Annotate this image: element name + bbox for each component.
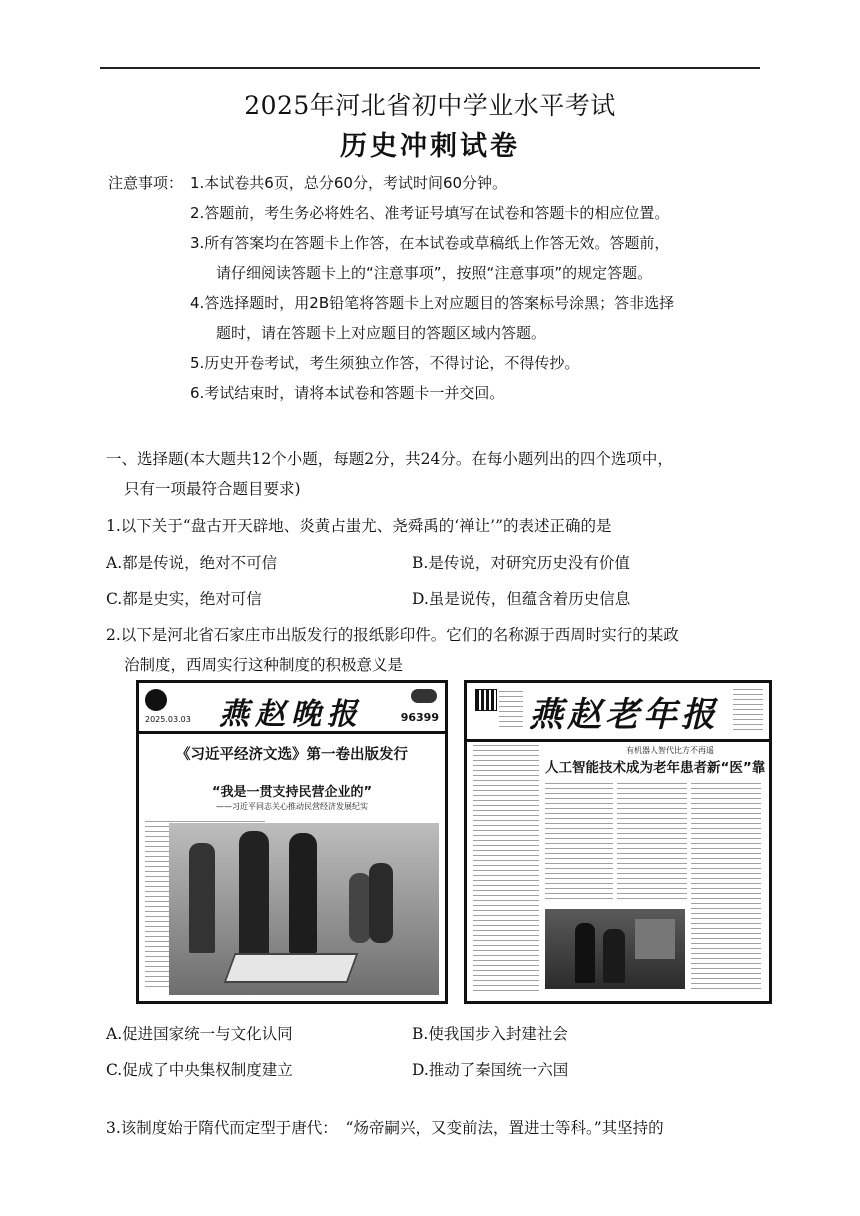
note-item: 1.本试卷共6页，总分60分，考试时间60分钟。 [190, 174, 508, 192]
qr-code-icon [475, 689, 497, 711]
newspaper-subhead: “我是一贯支持民营企业的” [211, 785, 373, 800]
question-1-option-a: A.都是传说，绝对不可信 [106, 554, 278, 572]
newspaper-body-text [473, 745, 539, 991]
section-heading: 一、选择题(本大题共12个小题，每题2分，共24分。在每小题列出的四个选项中， [106, 450, 673, 468]
newspaper-masthead [139, 683, 445, 734]
newspaper-masthead [467, 683, 769, 742]
question-2-option-b: B.使我国步入封建社会 [412, 1025, 568, 1043]
question-1-option-d: D.虽是说传，但蕴含着历史信息 [412, 590, 631, 608]
weather-icon [411, 689, 437, 703]
newspaper-image-yanzhao-senior [464, 680, 772, 1004]
question-2-stem-cont: 治制度，西周实行这种制度的积极意义是 [124, 656, 404, 674]
note-item: 4.答选择题时，用2B铅笔将答题卡上对应题目的答案标号涂黑；答非选择 [190, 294, 675, 312]
note-item: 2.答题前，考生务必将姓名、准考证号填写在试卷和答题卡的相应位置。 [190, 204, 670, 222]
notes-label: 注意事项： [108, 174, 184, 192]
note-item: 6.考试结束时，请将本试卷和答题卡一并交回。 [190, 384, 505, 402]
question-2-option-c: C.促成了中央集权制度建立 [106, 1061, 293, 1079]
newspaper-headline: 《习近平经济文选》第一卷出版发行 [176, 747, 408, 763]
newspaper-photo [169, 823, 439, 995]
exam-subtitle: 历史冲刺试卷 [340, 131, 520, 162]
question-3-stem: 3.该制度始于隋代而定型于唐代： “炀帝嗣兴，又变前法，置进士等科。”其坚持的 [106, 1119, 664, 1137]
question-2-option-a: A.促进国家统一与文化认同 [106, 1025, 293, 1043]
newspaper-kicker: 有机器人智代比方不再遥 [626, 746, 714, 755]
note-item: 3.所有答案均在答题卡上作答，在本试卷或草稿纸上作答无效。答题前， [190, 234, 670, 252]
newspaper-deck: ——习近平同志关心推动民营经济发展纪实 [216, 802, 368, 811]
note-item: 请仔细阅读答题卡上的“注意事项”，按照“注意事项”的规定答题。 [216, 264, 653, 282]
newspaper-image-yanzhao-evening [136, 680, 448, 1004]
question-1-option-b: B.是传说，对研究历史没有价值 [412, 554, 630, 572]
newspaper-date: 2025.03.03 [145, 715, 191, 724]
newspaper-logo-icon [145, 689, 167, 711]
newspaper-headline: 人工智能技术成为老年患者新“医”靠 [545, 760, 766, 776]
newspaper-name: 燕赵老年报 [529, 695, 719, 735]
note-item: 题时，请在答题卡上对应题目的答题区域内答题。 [216, 324, 547, 342]
newspaper-name: 燕赵晚报 [219, 697, 363, 732]
newspaper-hotline: 96399 [400, 711, 439, 724]
exam-title: 2025年河北省初中学业水平考试 [244, 91, 616, 120]
question-1-option-c: C.都是史实，绝对可信 [106, 590, 262, 608]
question-2-option-d: D.推动了秦国统一六国 [412, 1061, 569, 1079]
section-heading-cont: 只有一项最符合题目要求) [124, 480, 301, 498]
newspaper-photo [545, 909, 685, 989]
question-1-stem: 1.以下关于“盘古开天辟地、炎黄占蚩尤、尧舜禹的‘禅让’”的表述正确的是 [106, 517, 612, 535]
question-2-stem: 2.以下是河北省石家庄市出版发行的报纸影印件。它们的名称源于西周时实行的某政 [106, 626, 679, 644]
note-item: 5.历史开卷考试，考生须独立作答，不得讨论，不得传抄。 [190, 354, 580, 372]
top-rule [100, 67, 760, 69]
